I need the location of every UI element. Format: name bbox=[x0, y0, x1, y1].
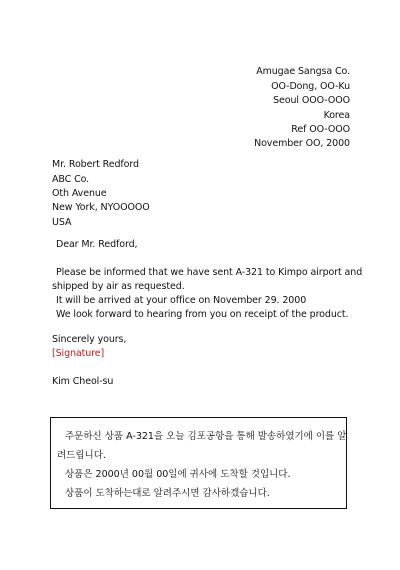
sender-city: Seoul OOO-OOO bbox=[273, 95, 350, 106]
body-line: Please be informed that we have sent A-321 to Kimpo airport and bbox=[56, 267, 363, 278]
sender-district: OO-Dong, OO-Ku bbox=[271, 81, 350, 92]
signer-name: Kim Cheol-su bbox=[52, 376, 114, 387]
sender-company: Amugae Sangsa Co. bbox=[256, 66, 350, 77]
summary-line: 려드립니다. bbox=[57, 450, 106, 461]
recipient-city: New York, NYOOOOO bbox=[52, 202, 150, 213]
body-line: We look forward to hearing from you on receipt of the product. bbox=[56, 309, 349, 320]
letter-date: November OO, 2000 bbox=[254, 138, 350, 149]
korean-summary-box bbox=[50, 417, 347, 509]
summary-line: 상품이 도착하는대로 알려주시면 감사하겠습니다. bbox=[65, 488, 270, 499]
closing: Sincerely yours, bbox=[52, 334, 127, 345]
recipient-street: Oth Avenue bbox=[52, 188, 107, 199]
summary-line: 주문하신 상품 A-321을 오늘 김포공항을 통해 발송하였기에 이를 알 bbox=[65, 431, 347, 442]
recipient-country: USA bbox=[52, 217, 72, 228]
body-line: shipped by air as requested. bbox=[52, 281, 185, 292]
salutation: Dear Mr. Redford, bbox=[56, 239, 138, 250]
recipient-name: Mr. Robert Redford bbox=[52, 159, 139, 170]
recipient-company: ABC Co. bbox=[52, 174, 90, 185]
body-line: It will be arrived at your office on November 29. 2000 bbox=[56, 295, 307, 306]
signature-placeholder: [Signature] bbox=[52, 348, 105, 359]
summary-line: 상품은 2000년 00월 00일에 귀사에 도착할 것입니다. bbox=[65, 469, 291, 480]
reference-number: Ref OO-OOO bbox=[291, 124, 350, 135]
sender-country: Korea bbox=[323, 110, 350, 121]
